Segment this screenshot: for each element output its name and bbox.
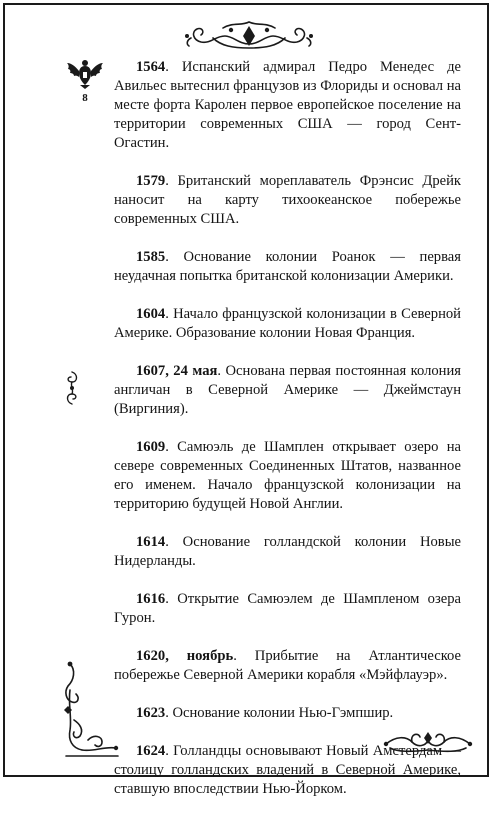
chronology-entry bbox=[114, 647, 461, 685]
entry-date: 1620, ноябрь bbox=[136, 648, 234, 664]
entry-text: . Начало французской колонизации в Северной Америке. Образование колонии Новая Франция. bbox=[114, 306, 461, 341]
chronology-entry bbox=[114, 58, 461, 153]
entry-date: 1616 bbox=[136, 591, 166, 607]
entry-text: . Основана первая постоянная колония англичан в Северной Америке — Джеймстаун (Виргиния). bbox=[114, 363, 461, 417]
chronology-entry bbox=[114, 172, 461, 229]
entry-text: . Испанский адмирал Педро Менедес де Авильес вытеснил французов из Флориды и основал на месте форта Каролен первое европейское поселение на территории современных США — город Сент-Огастин. bbox=[114, 59, 461, 151]
entry-text: . Основание голландской колонии Новые Нидерланды. bbox=[114, 534, 461, 569]
entry-date: 1624 bbox=[136, 743, 166, 759]
chronology-entry bbox=[114, 533, 461, 571]
entry-date: 1607, 24 мая bbox=[136, 363, 218, 379]
entry-text: . Открытие Самюэлем де Шампленом озера Гурон. bbox=[114, 591, 461, 626]
top-flourish-icon bbox=[183, 18, 315, 52]
chronology-entry bbox=[114, 438, 461, 514]
entry-text: . Самюэль де Шамплен открывает озеро на севере современных Соединенных Штатов, названное его именем. Начало французской колонизации на территорию будущей Новой Англии. bbox=[114, 439, 461, 512]
chronology-entry bbox=[114, 704, 461, 723]
entry-text: . Прибытие на Атлантическое побережье Северной Америки корабля «Мэйфлауэр». bbox=[114, 648, 461, 683]
corner-flourish-icon bbox=[60, 660, 120, 758]
chronology-entry bbox=[114, 248, 461, 286]
entry-text: . Голландцы основывают Новый Амстердам — столицу голландских владений в Северной Америке, ставшую впоследствии Нью-Йорком. bbox=[114, 743, 461, 797]
entry-date: 1614 bbox=[136, 534, 166, 550]
chronology-entry bbox=[114, 590, 461, 628]
entry-date: 1564 bbox=[136, 59, 166, 75]
page-number: 8 bbox=[82, 92, 88, 104]
entry-text: . Британский мореплаватель Фрэнсис Дрейк наносит на карту тихоокеанское побережье современных США. bbox=[114, 173, 461, 227]
eagle-emblem-icon bbox=[66, 57, 104, 89]
entry-date: 1579 bbox=[136, 173, 166, 189]
entry-date: 1609 bbox=[136, 439, 166, 455]
entry-date: 1623 bbox=[136, 705, 166, 721]
entry-text: . Основание колонии Нью-Гэмпшир. bbox=[165, 705, 394, 721]
chronology-text bbox=[114, 58, 461, 818]
entry-text: . Основание колонии Роанок — первая неудачная попытка британской колонизации Америки. bbox=[114, 249, 461, 284]
chronology-entry bbox=[114, 742, 461, 799]
chronology-entry bbox=[114, 305, 461, 343]
side-scroll-icon bbox=[64, 370, 80, 406]
entry-date: 1604 bbox=[136, 306, 166, 322]
entry-date: 1585 bbox=[136, 249, 166, 265]
chronology-entry bbox=[114, 362, 461, 419]
